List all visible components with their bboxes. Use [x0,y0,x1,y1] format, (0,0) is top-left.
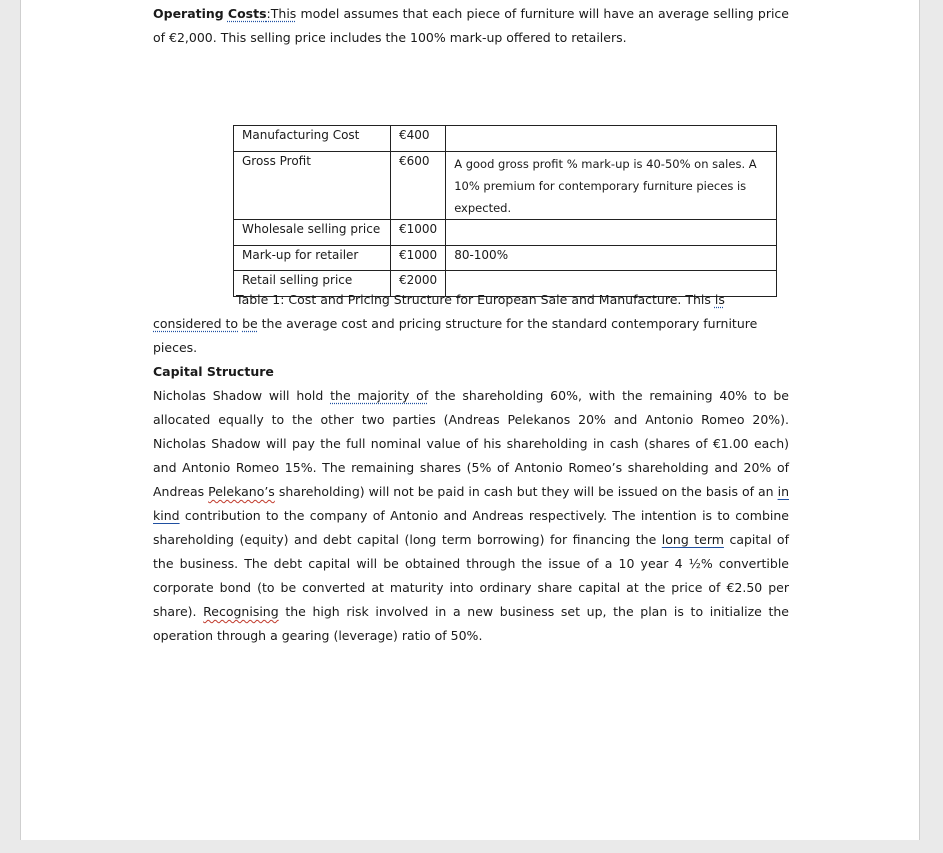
spelling-flag: Recognising [203,604,279,619]
caption-dotted-1: is considered to [153,292,725,331]
table-cell-value: €1000 [391,220,446,246]
table-cell-note [446,220,777,246]
operating-label: Operating [153,6,224,21]
table-cell-value: €1000 [391,246,446,271]
table-cell-note [446,126,777,152]
table-cell-note: 80-100% [446,246,777,271]
operating-text: model assumes that each piece of furniture will have an average selling price of €2,000. This selling price includes the 100% mark-up offered to retailers. [153,6,789,45]
table-cell-value: €400 [391,126,446,152]
caption-text-2: the average cost and pricing structure for the standard contemporary furniture pieces. [153,316,758,355]
table-cell-note: A good gross profit % mark-up is 40-50% on sales. A 10% premium for contemporary furniture pieces is expected. [446,152,777,220]
capital-structure-paragraph [153,384,789,648]
table-cell-item: Mark-up for retailer [234,246,391,271]
capital-text: Nicholas Shadow will hold [153,388,331,403]
table-cell-value: €2000 [391,271,446,297]
capital-dotted-phrase: the majority of [330,388,429,403]
capital-structure-heading: Capital Structure [153,364,274,379]
cost-pricing-table [233,125,777,297]
caption-text-1: Table 1: Cost and Pricing Structure for European Sale and Manufacture. This [236,292,715,307]
table-cell-item: Gross Profit [234,152,391,220]
document-page [20,0,920,840]
table-row [234,152,777,220]
grammar-flag: in kind [153,484,789,523]
capital-text: shareholding) will not be paid in cash but they will be issued on the basis of an [274,484,778,499]
costs-label: Costs [227,6,267,21]
capital-text: capital of the business. The debt capital will be obtained through the issue of a 10 year 4 ½% convertible corporate bond (to be converted at maturity into ordinary share capital at the price of €2.50 per share). [153,532,789,619]
capital-text: contribution to the company of Antonio and Andreas respectively. The intention is to combine shareholding (equity) and debt capital (long term borrowing) for financing the [153,508,789,547]
caption-dotted-2: be [242,316,258,331]
capital-text: the high risk involved in a new business set up, the plan is to initialize the operation through a gearing (leverage) ratio of 50%. [153,604,789,643]
table-row [234,246,777,271]
table-cell-value: €600 [391,152,446,220]
table-row [234,220,777,246]
grammar-flag: long term [661,532,724,547]
operating-costs-paragraph [153,2,789,50]
table-caption [153,288,793,360]
table-row [234,126,777,152]
capital-text: the shareholding 60%, with the remaining 40% to be allocated equally to the other two parties (Andreas Pelekanos 20% and Antonio Romeo 20%). Nicholas Shadow will pay the full nominal value of his shareholding in cash (shares of €1.00 each) and Antonio Romeo 15%. The remaining shares (5% of Antonio Romeo’s shareholding and 20% of Andreas [153,388,789,499]
spelling-flag: Pelekano’s [208,484,275,499]
table-cell-item: Manufacturing Cost [234,126,391,152]
table-cell-item: Retail selling price [234,271,391,297]
this-word: :This [266,6,297,21]
table-cell-item: Wholesale selling price [234,220,391,246]
